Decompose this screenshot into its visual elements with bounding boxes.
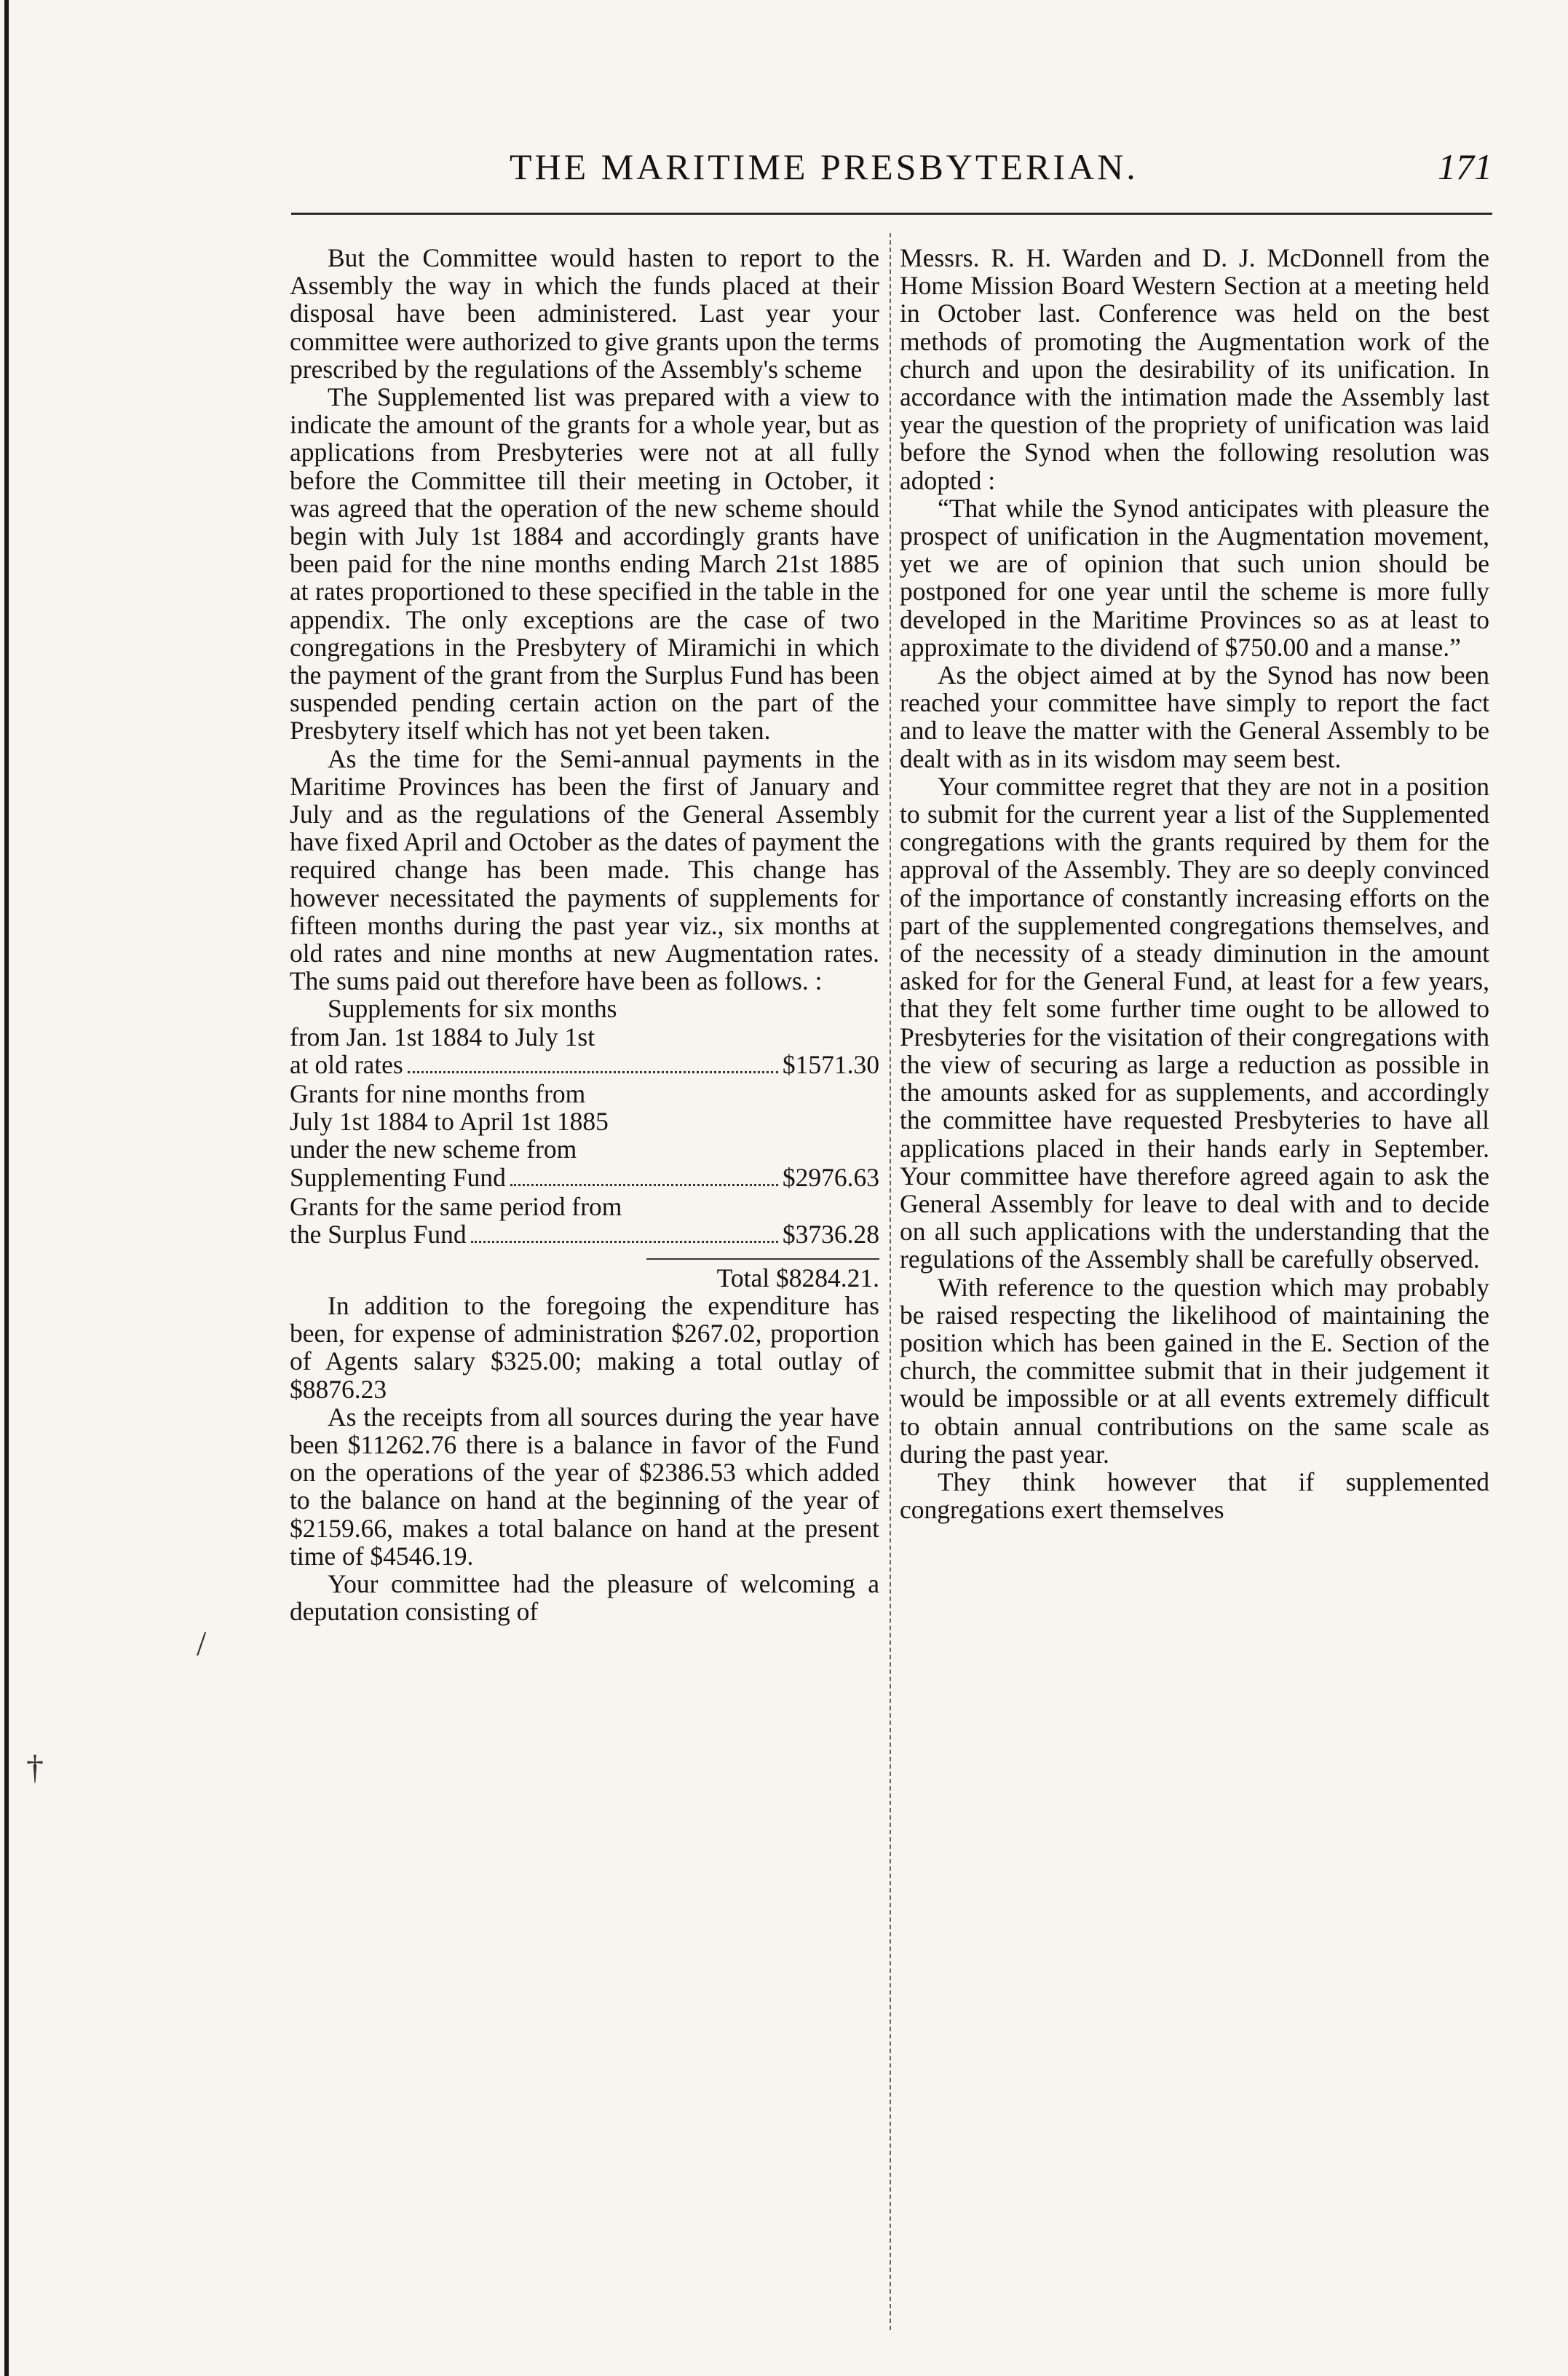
- left-column: [290, 244, 879, 1625]
- total-rule: [646, 1258, 879, 1260]
- page-number: 171: [1438, 146, 1492, 187]
- column-divider: [890, 233, 892, 2330]
- ledger-amount: $2976.63: [782, 1162, 879, 1192]
- ledger-line: [290, 1135, 879, 1163]
- ledger-line: [290, 1220, 879, 1250]
- page-header: [291, 146, 1492, 189]
- paragraph: Your committee regret that they are not in a position to submit for the current year a list of the Supplemented congregations with the grants required by them for the approval of the Assembly. They are so deeply convinced of the importance of constantly increasing efforts on the part of the supplemented congregations themselves, and of the necessity of a steady diminution in the amount asked for for the General Fund, at least for a few years, that they felt some further time ought to be allowed to Presbyteries for the visitation of their congregations with the view of securing as large a reduction as possible in the amounts asked for as supplements, and accordingly the committee have requested Presbyteries to have all applications placed in their hands early in September. Your committee have therefore agreed again to ask the General Assembly for leave to deal with and to decide on all such applications with the understanding that the regulations of the Assembly shall be carefully observed.: [900, 771, 1489, 1274]
- expenditure-ledger: [290, 995, 879, 1291]
- ledger-text: the Surplus Fund: [290, 1219, 467, 1249]
- ledger-total: Total $8284.21.: [716, 1263, 879, 1292]
- ledger-amount: $1571.30: [782, 1049, 879, 1079]
- dot-leader: [510, 1184, 778, 1186]
- paragraph: As the time for the Semi-annual payments in the Maritime Provinces has been the first of January and July and as the regulations of the General Assembly have fixed April and October as the dates of payment the required change has been made. This change has however necessitated the payments of supplements for fifteen months during the past year viz., six months at old rates and nine months at new Augmentation rates. The sums paid out therefore have been as follows. :: [290, 743, 879, 996]
- margin-blot: †: [26, 1748, 44, 1787]
- paragraph: The Supplemented list was prepared with a view to indicate the amount of the grants for a whole year, but as applications from Presbyteries were not at all fully before the Committee till their meeting in October, it was agreed that the operation of the new scheme should begin with July 1st 1884 and accordingly grants have been paid for the nine months ending March 21st 1885 at rates proportioned to these specified in the table in the appendix. The only exceptions are the case of two congregations in the Presbytery of Miramichi in which the payment of the grant from the Surplus Fund has been suspended pending certain action on the part of the Presbytery itself which has not yet been taken.: [290, 382, 879, 746]
- ledger-text: Grants for nine months from: [290, 1078, 586, 1108]
- ledger-line: [290, 1193, 879, 1220]
- ledger-line: [290, 995, 879, 1022]
- ledger-line: [290, 1051, 879, 1080]
- ledger-line: [290, 1108, 879, 1135]
- resolution-quote: “That while the Synod anticipates with pleasure the prospect of unification in the Augmentation movement, yet we are of opinion that such union should be postponed for one year until the scheme is more fully developed in the Maritime Provinces so as at least to approximate to the dividend of $750.00 and a manse.”: [900, 493, 1489, 662]
- ledger-text: Supplementing Fund: [290, 1162, 506, 1192]
- ledger-text: July 1st 1884 to April 1st 1885: [290, 1107, 609, 1137]
- ledger-amount: $3736.28: [782, 1219, 879, 1249]
- paragraph: As the object aimed at by the Synod has now been reached your committee have simply to report the fact and to leave the matter with the General Assembly to be dealt with as in its wisdom may seem best.: [900, 660, 1489, 773]
- paragraph: Messrs. R. H. Warden and D. J. McDonnell from the Home Mission Board Western Section at a meeting held in October last. Conference was held on the best methods of promoting the Augmentation work of the church and upon the desirability of its unification. In accordance with the intimation made the Assembly last year the question of the propriety of unification was laid before the Synod when the following resolution was adopted :: [900, 243, 1489, 495]
- ledger-text: at old rates: [290, 1049, 403, 1079]
- dot-leader: [408, 1071, 778, 1073]
- right-column: [900, 244, 1489, 1523]
- margin-blot: /: [197, 1625, 207, 1663]
- page-edge-shadow: [4, 0, 9, 2376]
- ledger-text: under the new scheme from: [290, 1134, 577, 1164]
- paragraph: In addition to the foregoing the expenditure has been, for expense of administration $267.02, proportion of Agents salary $325.00; making a total outlay of $8876.23: [290, 1290, 879, 1404]
- paragraph: Your committee had the pleasure of welcoming a deputation consisting of: [290, 1568, 879, 1627]
- paragraph: With reference to the question which may probably be raised respecting the likelihood of maintaining the position which has been gained in the E. Section of the church, the committee submit that in their judgement it would be impossible or at all events extremely difficult to obtain annual contributions on the same scale as during the past year.: [900, 1272, 1489, 1469]
- ledger-text: from Jan. 1st 1884 to July 1st: [290, 1022, 595, 1051]
- paragraph: As the receipts from all sources during the year have been $11262.76 there is a balance in favor of the Fund on the operations of the year of $2386.53 which added to the balance on hand at the beginning of the year of $2159.66, makes a total balance on hand at the present time of $4546.19.: [290, 1402, 879, 1571]
- running-head: THE MARITIME PRESBYTERIAN.: [510, 146, 1139, 187]
- header-rule: [291, 213, 1492, 215]
- paragraph: They think however that if supplemented congregations exert themselves: [900, 1467, 1489, 1525]
- ledger-text: Grants for the same period from: [290, 1191, 622, 1221]
- ledger-line: [290, 1164, 879, 1193]
- paragraph: But the Committee would hasten to report to the Assembly the way in which the funds placed at their disposal have been administered. Last year your committee were authorized to give grants upon the terms prescribed by the regulations of the Assembly's scheme: [290, 243, 879, 384]
- dot-leader: [471, 1241, 778, 1243]
- ledger-line: [290, 1080, 879, 1108]
- ledger-line: [290, 1023, 879, 1051]
- ledger-text: Supplements for six months: [328, 994, 617, 1024]
